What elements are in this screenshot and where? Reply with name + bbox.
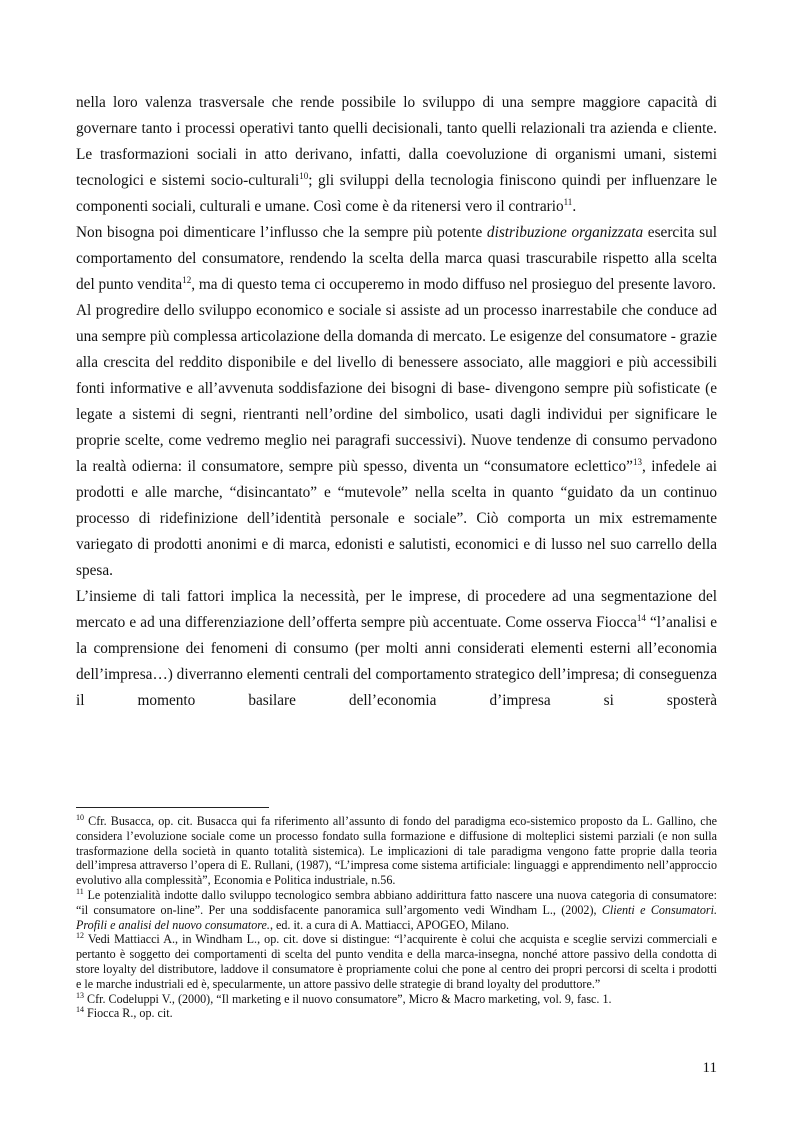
footnote-10: $^{10}$ Cfr. Busacca, op. cit. Busacca qui fa riferimento all’assunto di fondo del paradigma eco-sistemico proposto da L. Gallino, che considera l’evoluzione sociale come un processo fondato sulla formazione e diffusione di molteplici sistemi parziali (e non sulla trasformazione della società in quanto totalità sistemica). Le implicazioni di tale paradigma vengono fatte proprie dalla teoria dell’impresa attraverso l’opera di E. Rullani, (1987), “L’impresa come sistema artificiale: linguaggi e apprendimento nell’approccio evolutivo alla complessità”, Economia e Politica industriale, n.56.: [76, 812, 717, 888]
footnote-ref-14[interactable]: 14: [636, 612, 646, 623]
footnote-separator: [76, 807, 269, 808]
emphasis-distribuzione-organizzata: distribuzione organizzata: [486, 224, 644, 241]
footnote-ref-13[interactable]: 13: [632, 456, 642, 467]
footnote-ref-11[interactable]: 11: [563, 196, 573, 207]
paragraph-4: L’insieme di tali fattori implica la necessità, per le imprese, di procedere ad una segmentazione del mercato e ad una differenziazione dell’offerta sempre più accentuate. Come osserva Fiocca$^{14}$ “l’analisi e la comprensione dei fenomeni di consumo (per molti anni considerati elementi esterni all’economia dell’impresa…) diverranno elementi centrali del comportamento strategico dell’impresa; di conseguenza il momento basilare dell’economia d’impresa si sposterà: [76, 588, 717, 709]
paragraph-1: nella loro valenza trasversale che rende possibile lo sviluppo di una sempre maggiore capacità di governare tanto i processi operativi tanto quelli decisionali, tanto quelli relazionali tra azienda e cliente. Le trasformazioni sociali in atto derivano, infatti, dalla coevoluzione di organismi umani, sistemi tecnologici e sistemi socio-culturali$^{10}$; gli sviluppi della tecnologia finiscono quindi per influenzare le componenti sociali, culturali e umane. Così come è da ritenersi vero il contrario$^{11}$.: [76, 94, 717, 215]
footnote-14: $^{14}$ Fiocca R., op. cit.: [76, 1005, 173, 1021]
paragraph-3: Al progredire dello sviluppo economico e sociale si assiste ad un processo inarrestabile che conduce ad una sempre più complessa articolazione della domanda di mercato. Le esigenze del consumatore - grazie alla crescita del reddito disponibile e del livello di benessere associato, alle maggiori e più accessibili fonti informative e all’avvenuta soddisfazione dei bisogni di base- divengono sempre più sofisticate (e legate a sistemi di segni, rientranti nell’ordine del simbolico, usati dagli individui per significare le proprie scelte, come vedremo meglio nei paragrafi successivi). Nuove tendenze di consumo pervadono la realtà odierna: il consumatore, sempre più spesso, diventa un “consumatore eclettico”$^{13}$, infedele ai prodotti e alle marche, “disincantato” e “mutevole” nella scelta in quanto “guidato da un continuo processo di ridefinizione dell’identità personale e sociale”. Ciò comporta un mix estremamente variegato di prodotti anonimi e di marca, edonisti e salutisti, economici e di lusso nel suo carrello della spesa.: [76, 302, 717, 579]
footnote-12: $^{12}$ Vedi Mattiacci A., in Windham L., op. cit. dove si distingue: “l’acquirente è colui che acquista e sceglie servizi commerciali e pertanto è soggetto dei comportamenti di scelta del punto vendita e della marca-insegna, nonché attore passivo della condotta di store loyalty del distributore, laddove il consumatore è propriamente colui che pone al centro dei propri percorsi di scelta i prodotti e le marche industriali ed è, specularmente, un attore passivo delle strategie di brand loyalty del produttore.”: [76, 931, 717, 991]
footnote-11: $^{11}$ Le potenzialità indotte dallo sviluppo tecnologico sembra abbiano addirittura fatto nascere una nuova categoria di consumatore: “il consumatore on-line”. Per una soddisfacente panoramica sull’argomento vedi Windham L., (2002), Clienti e Consumatori. Profili e analisi del nuovo consumatore., ed. it. a cura di A. Mattiacci, APOGEO, Milano.: [76, 886, 718, 932]
footnote-13: $^{13}$ Cfr. Codeluppi V., (2000), “Il marketing e il nuovo consumatore”, Micro & Macro marketing, vol. 9, fasc. 1.: [76, 990, 612, 1006]
footnote-ref-12[interactable]: 12: [182, 274, 192, 285]
page-number: 11: [702, 1060, 717, 1076]
body-text: [76, 90, 717, 714]
paragraph-2: Non bisogna poi dimenticare l’influsso che la sempre più potente distribuzione organizzata esercita sul comportamento del consumatore, rendendo la scelta della marca quasi trascurabile rispetto alla scelta del punto vendita$^{12}$, ma di questo tema ci occuperemo in modo diffuso nel prosieguo del presente lavoro.: [76, 224, 717, 293]
footnotes: [76, 814, 717, 1021]
footnote-ref-10[interactable]: 10: [299, 170, 309, 181]
